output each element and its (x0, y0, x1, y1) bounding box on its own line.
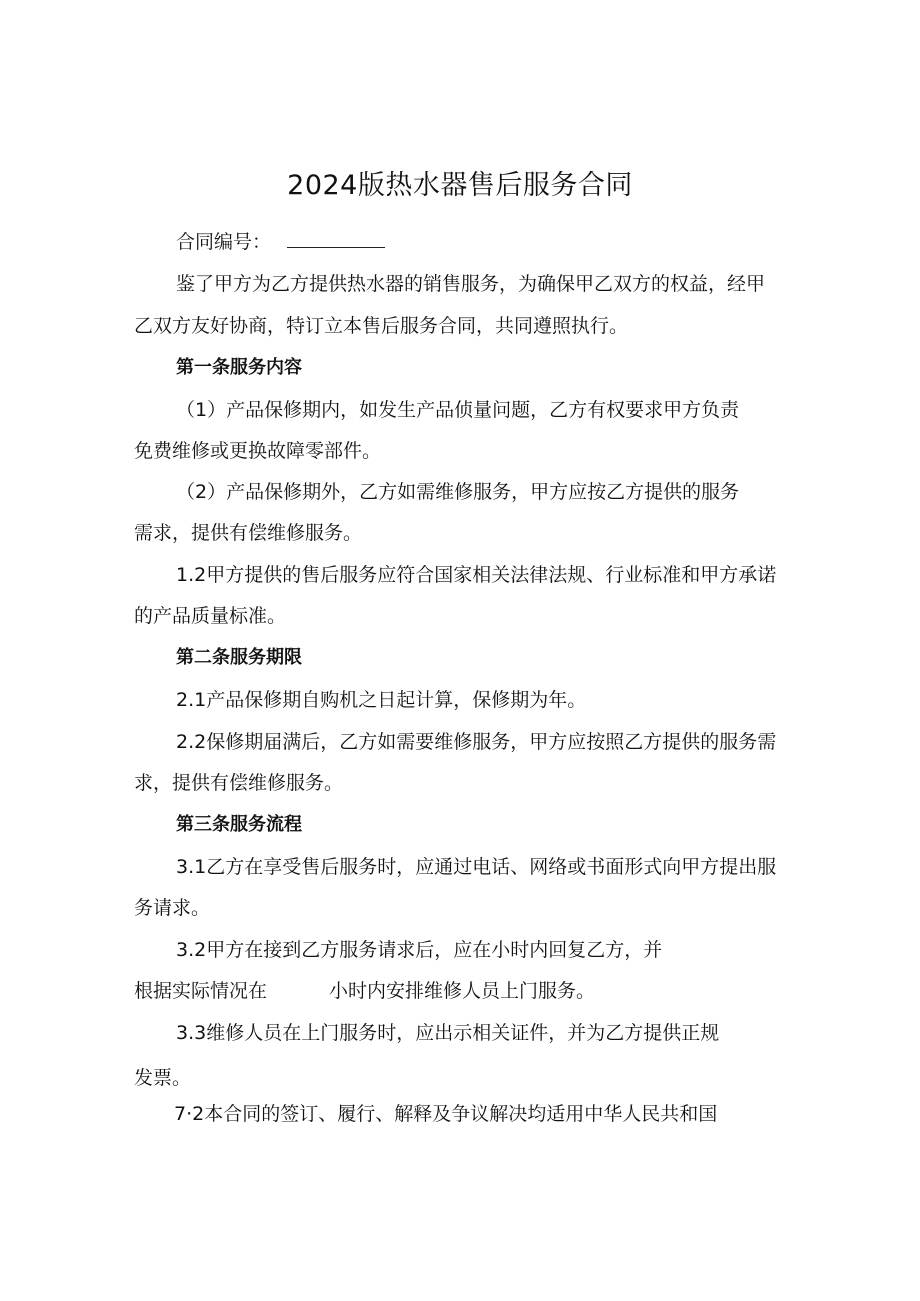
contract-number-row (176, 228, 385, 256)
intro-line-2: 乙双方友好协商，特订立本售后服务合同，共同遵照执行。 (134, 315, 629, 337)
section-1-item-3-line-2: 的产品质量标准。 (134, 605, 287, 627)
section-3-heading: 第三条服务流程 (176, 814, 302, 835)
clause-7-2: 7·2本合同的签订、履行、解释及争议解决均适用中华人民共和国 (174, 1103, 718, 1125)
section-1-item-2-line-1: （2）产品保修期外，乙方如需维修服务，甲方应按乙方提供的服务 (176, 481, 740, 503)
section-3-item-1-line-1: 3.1乙方在享受售后服务时，应通过电话、网络或书面形式向甲方提出服 (176, 856, 777, 878)
section-3-item-2-line-1: 3.2甲方在接到乙方服务请求后，应在小时内回复乙方，并 (176, 939, 663, 961)
section-1-heading: 第一条服务内容 (176, 357, 302, 378)
section-3-item-2-line-2 (134, 977, 595, 1005)
section-2-item-2-line-1: 2.2保修期届满后，乙方如需要维修服务，甲方应按照乙方提供的服务需 (176, 731, 777, 753)
section-2-heading: 第二条服务期限 (176, 647, 302, 668)
section-3-item-2-line-2-end: 小时内安排维修人员上门服务。 (329, 980, 596, 1002)
section-2-item-1: 2.1产品保修期自购机之日起计算，保修期为年。 (176, 689, 587, 711)
section-1-item-3-line-1: 1.2甲方提供的售后服务应符合国家相关法律法规、行业标准和甲方承诺 (176, 564, 777, 586)
section-3-item-3-line-1: 3.3维修人员在上门服务时，应出示相关证件，并为乙方提供正规 (176, 1022, 720, 1044)
section-3-item-2-line-2-start: 根据实际情况在 (134, 980, 268, 1002)
contract-number-label: 合同编号： (176, 231, 272, 253)
document-title: 2024版热水器售后服务合同 (287, 170, 633, 201)
section-3-item-3-line-2: 发票。 (134, 1067, 192, 1089)
section-1-item-1-line-2: 免费维修或更换故障零部件。 (134, 440, 382, 462)
section-1-item-1-line-1: （1）产品保修期内，如发生产品侦量问题，乙方有权要求甲方负责 (176, 399, 740, 421)
section-2-item-2-line-2: 求，提供有偿维修服务。 (134, 772, 344, 794)
section-1-item-2-line-2: 需求，提供有偿维修服务。 (134, 522, 363, 544)
contract-number-blank[interactable] (287, 229, 385, 248)
intro-line-1: 鉴了甲方为乙方提供热水器的销售服务，为确保甲乙双方的权益，经甲 (176, 273, 766, 295)
section-3-item-1-line-2: 务请求。 (134, 897, 211, 919)
